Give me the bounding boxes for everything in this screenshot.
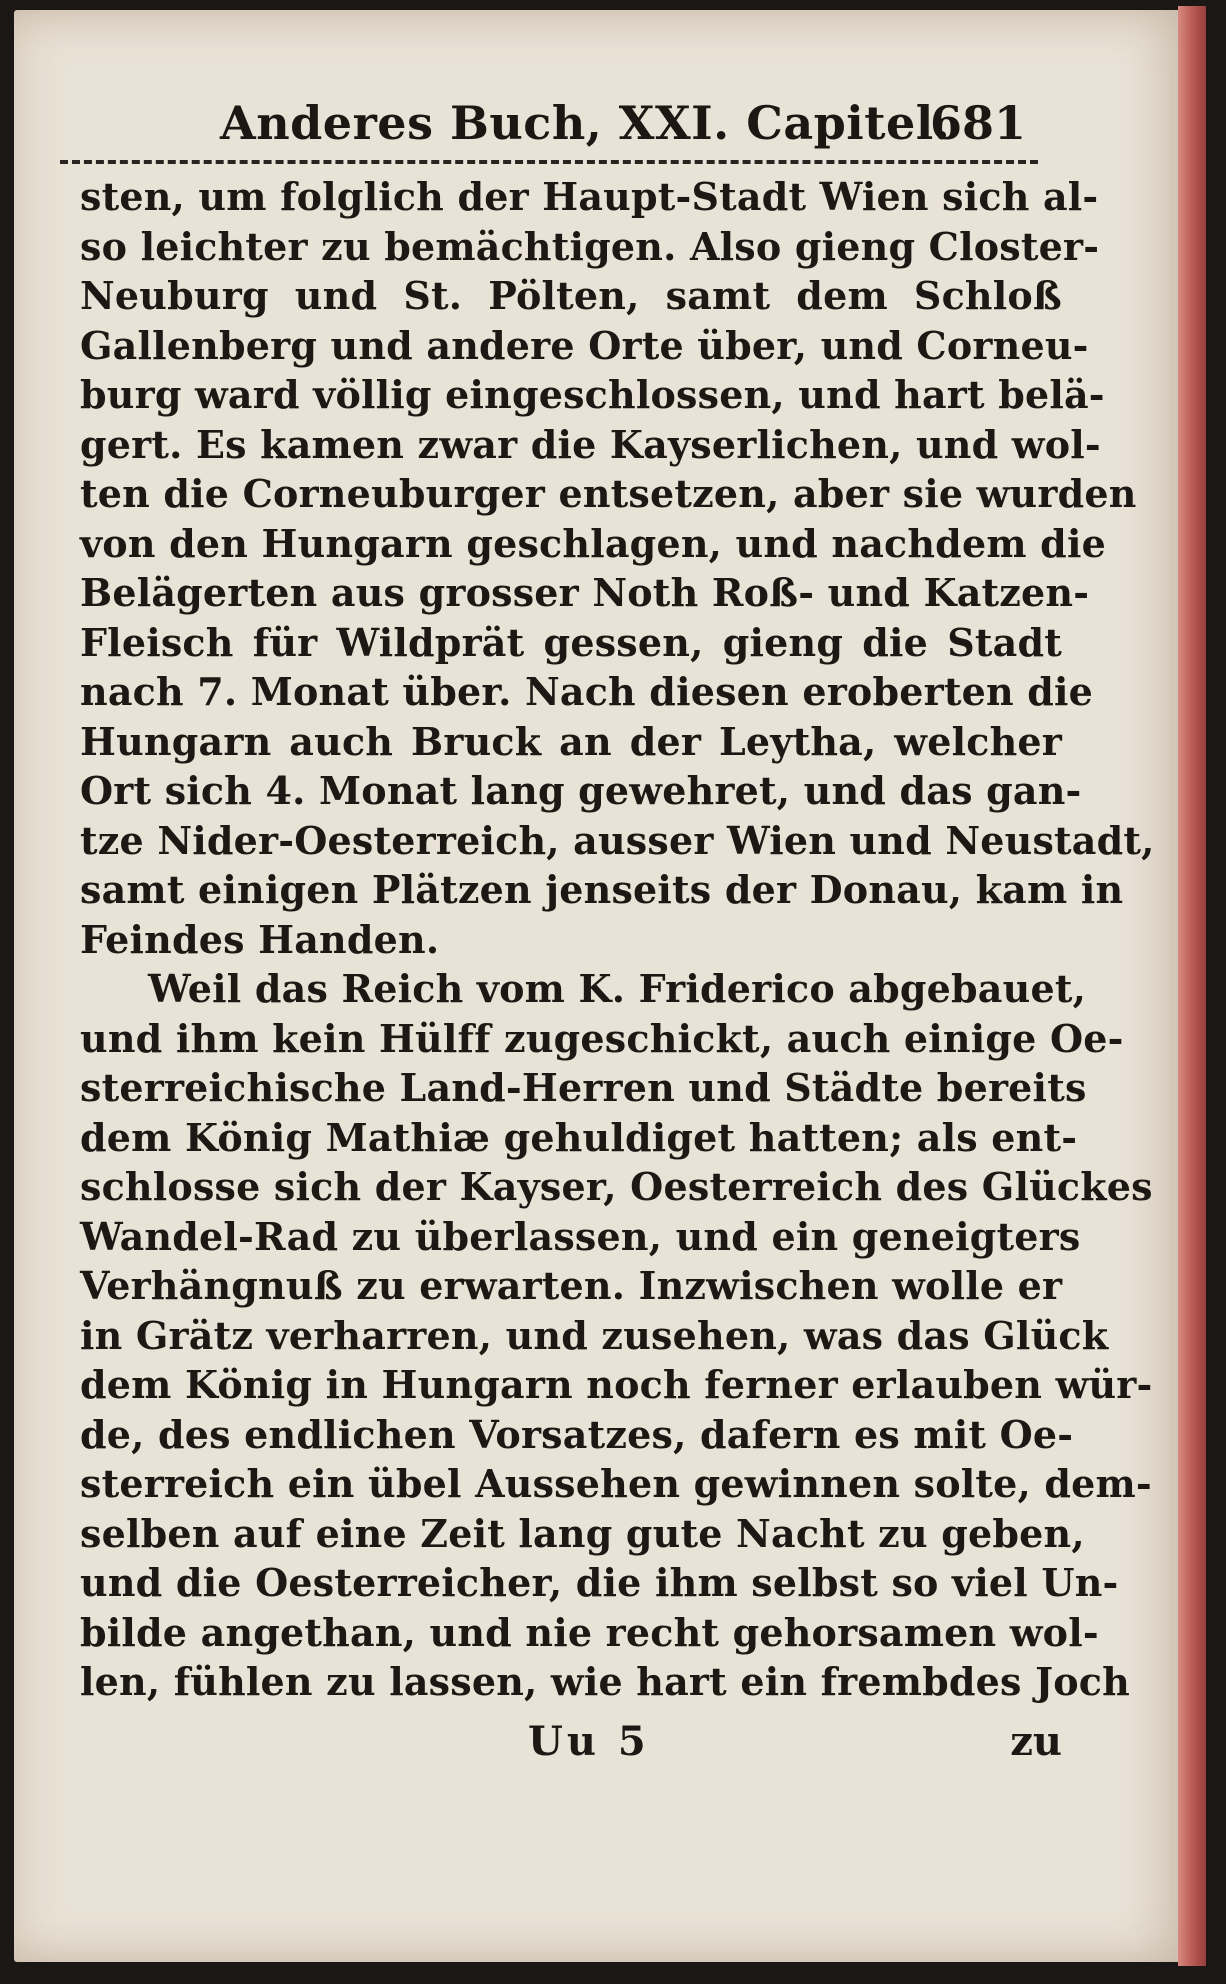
text-line: Hungarn auch Bruck an der Leytha, welcher: [80, 718, 1062, 764]
text-line: Fleisch für Wildprät gessen, gieng die Stadt: [80, 619, 1062, 665]
text-line: Belägerten aus grosser Noth Roß- und Katzen-: [80, 570, 1090, 615]
text-line: in Grätz verharren, und zusehen, was das Glück: [80, 1312, 1109, 1358]
catchword: zu: [1010, 1718, 1062, 1765]
text-line: dem König in Hungarn noch ferner erlauben wür-: [80, 1362, 1153, 1407]
signature-mark: Uu 5: [528, 1718, 650, 1765]
page-header: [80, 92, 1056, 156]
text-line: dem König Mathiæ gehuldiget hatten; als ent-: [80, 1114, 1078, 1160]
page-edge-shadow: [1206, 0, 1226, 1984]
text-line: gert. Es kamen zwar die Kayserlichen, und wol-: [80, 421, 1101, 467]
text-line: sterreich ein übel Aussehen gewinnen solte, dem-: [80, 1461, 1152, 1506]
text-line: burg ward völlig eingeschlossen, und hart belä-: [80, 372, 1105, 417]
text-line: samt einigen Plätzen jenseits der Donau, kam in: [80, 867, 1124, 912]
page-footer: [80, 1718, 1062, 1778]
text-line: selben auf eine Zeit lang gute Nacht zu geben,: [80, 1510, 1085, 1556]
text-line: schlosse sich der Kayser, Oesterreich des Glückes: [80, 1164, 1153, 1209]
text-line: len, fühlen zu lassen, wie hart ein frembdes Joch: [80, 1659, 1130, 1704]
paragraph-start-line: Weil das Reich vom K. Friderico abgebauet,: [148, 966, 1087, 1011]
text-line: tze Nider-Oesterreich, ausser Wien und Neustadt,: [80, 817, 1155, 863]
text-line: Wandel-Rad zu überlassen, und ein geneigters: [80, 1213, 1081, 1259]
text-line: und die Oesterreicher, die ihm selbst so viel Un-: [80, 1560, 1119, 1605]
text-line: sterreichische Land-Herren und Städte bereits: [80, 1065, 1087, 1110]
text-line: von den Hungarn geschlagen, und nachdem die: [80, 520, 1106, 566]
text-line: de, des endlichen Vorsatzes, dafern es mit Oe-: [80, 1411, 1074, 1457]
text-line: bilde angethan, und nie recht gehorsamen wol-: [80, 1609, 1099, 1655]
paragraph-end-line: Feindes Handen.: [80, 916, 440, 962]
body-text: [80, 172, 1155, 1707]
text-line: Ort sich 4. Monat lang gewehret, und das gan-: [80, 768, 1082, 813]
running-head: Anderes Buch, XXI. Capitel.: [220, 96, 951, 150]
text-line: Neuburg und St. Pölten, samt dem Schloß: [80, 273, 1062, 318]
page-number: 681: [929, 96, 1026, 150]
header-rule: [60, 160, 1038, 164]
text-line: und ihm kein Hülff zugeschickt, auch einige Oe-: [80, 1015, 1124, 1061]
text-line: ten die Corneuburger entsetzen, aber sie wurden: [80, 471, 1137, 516]
text-line: sten, um folglich der Haupt-Stadt Wien sich al-: [80, 174, 1099, 219]
text-line: so leichter zu bemächtigen. Also gieng Closter-: [80, 223, 1100, 269]
text-line: Verhängnuß zu erwarten. Inzwischen wolle er: [80, 1263, 1063, 1308]
text-line: Gallenberg und andere Orte über, und Corneu-: [80, 322, 1089, 368]
page-edge-red: [1178, 6, 1208, 1966]
text-line: nach 7. Monat über. Nach diesen eroberten die: [80, 669, 1093, 714]
